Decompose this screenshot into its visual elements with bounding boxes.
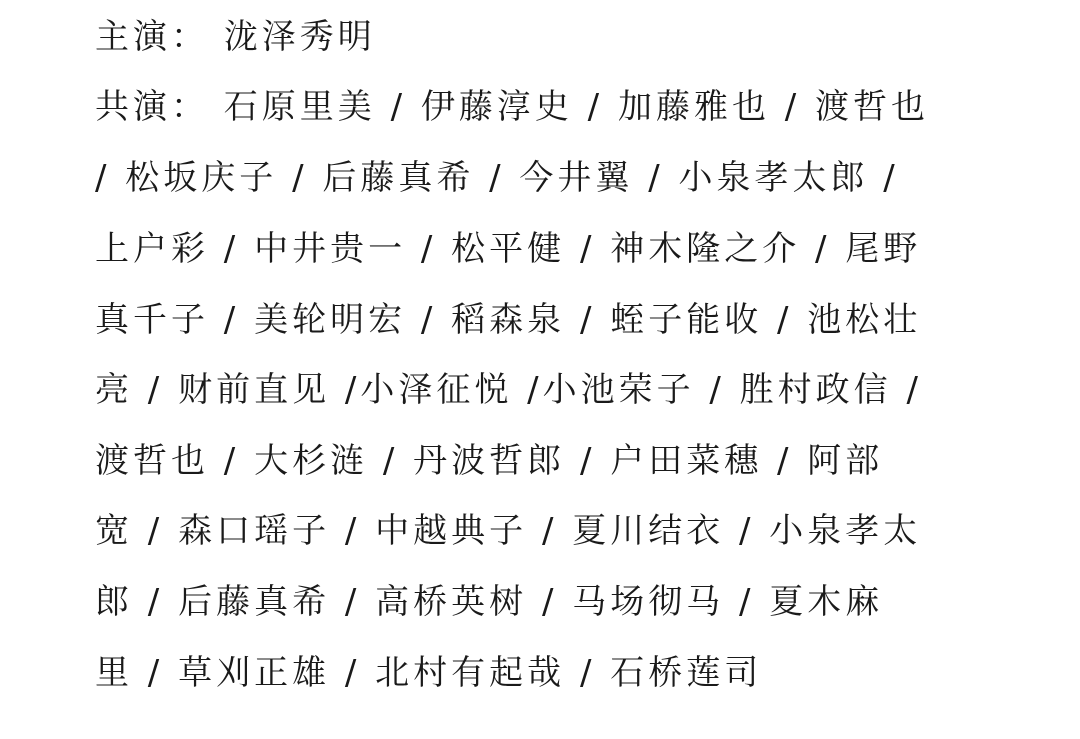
text-line-costars-8: 郎 / 后藤真希 / 高桥英树 / 马场彻马 / 夏木麻 bbox=[95, 582, 884, 622]
text-line-costars-7: 宽 / 森口瑶子 / 中越典子 / 夏川结衣 / 小泉孝太 bbox=[95, 511, 922, 551]
text-line-starring: 主演： 泷泽秀明 bbox=[95, 17, 376, 57]
text-line-costars-5: 亮 / 财前直见 /小泽征悦 /小池荣子 / 胜村政信 / bbox=[95, 370, 922, 410]
text-line-costars-6: 渡哲也 / 大杉涟 / 丹波哲郎 / 户田菜穗 / 阿部 bbox=[95, 441, 884, 481]
text-line-costars-2: / 松坂庆子 / 后藤真希 / 今井翼 / 小泉孝太郎 / bbox=[95, 158, 899, 198]
text-line-costars-1: 共演： 石原里美 / 伊藤淳史 / 加藤雅也 / 渡哲也 bbox=[95, 87, 930, 127]
text-line-costars-4: 真千子 / 美轮明宏 / 稻森泉 / 蛭子能收 / 池松壮 bbox=[95, 300, 922, 340]
text-line-costars-3: 上户彩 / 中井贵一 / 松平健 / 神木隆之介 / 尾野 bbox=[95, 229, 922, 269]
text-line-costars-9: 里 / 草刈正雄 / 北村有起哉 / 石桥莲司 bbox=[95, 653, 763, 693]
